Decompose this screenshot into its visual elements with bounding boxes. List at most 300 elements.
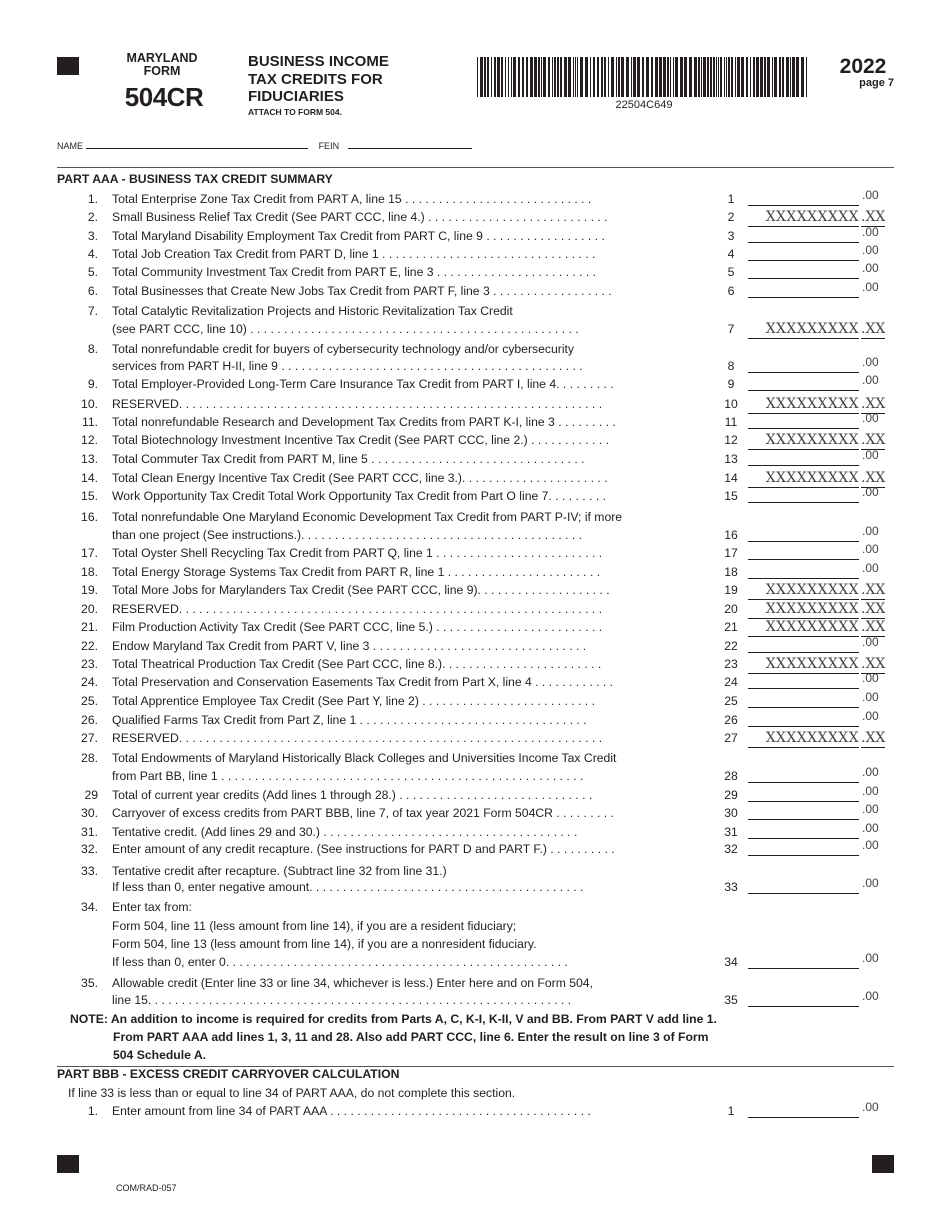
line-ref-number: 9: [727, 377, 735, 391]
barcode-bar: [673, 57, 674, 97]
line-number: 2.: [87, 210, 98, 224]
line-description: (see PART CCC, line 10) . . . . . . . . . . . . . . . . . . . . . . . . . . . . . . . . . . . . . . . . . . . . . . . . .: [112, 322, 579, 336]
barcode-bar: [753, 57, 755, 97]
cents-placeholder: .00: [862, 411, 879, 425]
line-number: 29: [84, 788, 98, 802]
line-number: 18.: [81, 565, 98, 579]
amount-field[interactable]: [748, 993, 859, 1007]
barcode-bar: [616, 57, 617, 97]
barcode-bar: [513, 57, 516, 97]
line-number: 24.: [81, 675, 98, 689]
barcode-bar: [713, 57, 715, 97]
line-description: RESERVED. . . . . . . . . . . . . . . . . . . . . . . . . . . . . . . . . . . . . . . . . . . . . . . . . . . . . . . . . . . . . . .: [112, 397, 603, 411]
barcode-bar: [698, 57, 700, 97]
line-description: Film Production Activity Tax Credit (See PART CCC, line 5.) . . . . . . . . . . . . . . . . . . . . . . . . .: [112, 620, 603, 634]
barcode-bar: [501, 57, 503, 97]
line-number: 28.: [81, 751, 98, 765]
line-ref-number: 1: [727, 1104, 735, 1118]
line-number: 19.: [81, 583, 98, 597]
barcode-bar: [552, 57, 553, 97]
line-ref-number: 27: [724, 731, 738, 745]
line-ref-number: 6: [727, 284, 735, 298]
line-number: 3.: [87, 229, 98, 243]
barcode-bar: [806, 57, 807, 97]
line-ref-number: 4: [727, 247, 735, 261]
title-line-3: FIDUCIARIES: [248, 88, 344, 105]
barcode-bar: [601, 57, 603, 97]
line-description: Endow Maryland Tax Credit from PART V, line 3 . . . . . . . . . . . . . . . . . . . . . . . . . . . . . . . .: [112, 639, 587, 653]
form-line: [0, 711, 950, 729]
not-applicable-field: XXXXXXXXX: [748, 208, 859, 227]
barcode-bar: [670, 57, 671, 97]
amount-field[interactable]: [748, 265, 859, 279]
line-ref-number: 23: [724, 657, 738, 671]
barcode-bar: [720, 57, 722, 97]
line-description: Enter amount from line 34 of PART AAA . . . . . . . . . . . . . . . . . . . . . . . . . . . . . . . . . . . . . . .: [112, 1104, 591, 1118]
barcode-bar: [522, 57, 524, 97]
registration-mark-top-left: [57, 57, 79, 75]
form-line: [0, 563, 950, 581]
not-applicable-field: XXXXXXXXX: [748, 729, 859, 748]
line-number: 10.: [81, 397, 98, 411]
line-description: Total Preservation and Conservation Easements Tax Credit from Part X, line 4 . . . . . . . . . . . .: [112, 675, 614, 689]
line-description: Total Commuter Tax Credit from PART M, line 5 . . . . . . . . . . . . . . . . . . . . . . . . . . . . . . . .: [112, 452, 585, 466]
barcode-bar: [663, 57, 666, 97]
barcode-bar: [564, 57, 567, 97]
cents-placeholder: .00: [862, 876, 879, 890]
barcode-bar: [786, 57, 789, 97]
cents-placeholder: .00: [862, 542, 879, 556]
barcode-bar: [724, 57, 725, 97]
line-description: Total Employer-Provided Long-Term Care Insurance Tax Credit from PART I, line 4. . . . . . . . .: [112, 377, 614, 391]
cents-placeholder: .00: [862, 448, 879, 462]
line-description: If less than 0, enter negative amount. . . . . . . . . . . . . . . . . . . . . . . . . . . . . . . . . . . . . . . . .: [112, 880, 584, 894]
barcode-bar: [534, 57, 537, 97]
barcode-bar: [597, 57, 599, 97]
line-number: 27.: [81, 731, 98, 745]
barcode-bar: [637, 57, 640, 97]
line-number: 26.: [81, 713, 98, 727]
line-ref-number: 7: [727, 322, 735, 336]
amount-field[interactable]: [748, 806, 859, 820]
barcode-bar: [694, 57, 697, 97]
not-applicable-cents: .XX: [861, 619, 886, 635]
cents-placeholder: .00: [862, 765, 879, 779]
amount-field[interactable]: [748, 769, 859, 783]
barcode-bar: [792, 57, 795, 97]
line-number: 16.: [81, 510, 98, 524]
form-line: [0, 544, 950, 562]
form-word: FORM: [143, 64, 181, 78]
line-number: 35.: [81, 976, 98, 990]
line-number: 32.: [81, 842, 98, 856]
barcode-bar: [577, 57, 578, 97]
line-description: Total nonrefundable credit for buyers of cybersecurity technology and/or cybersecurity: [112, 342, 575, 356]
barcode-bar: [554, 57, 556, 97]
line-ref-number: 18: [724, 565, 738, 579]
line-description: If less than 0, enter 0. . . . . . . . . . . . . . . . . . . . . . . . . . . . . . . . . . . . . . . . . . . . . . . . . . .: [112, 955, 568, 969]
form-line: [0, 974, 950, 992]
line-description: Total nonrefundable Research and Development Tax Credits from PART K-I, line 3 . . . . . . . . .: [112, 415, 616, 429]
line-description: Total Clean Energy Incentive Tax Credit (See PART CCC, line 3.). . . . . . . . . . . . . . . . . . . . . .: [112, 471, 608, 485]
barcode-bar: [716, 57, 717, 97]
line-description: line 15. . . . . . . . . . . . . . . . . . . . . . . . . . . . . . . . . . . . . . . . . . . . . . . . . . . . . . . . . . . . . . .: [112, 993, 572, 1007]
barcode-bar: [611, 57, 614, 97]
form-line: [0, 935, 950, 953]
not-applicable-field: XXXXXXXXX: [748, 618, 859, 637]
barcode-bar: [511, 57, 512, 97]
barcode-bar: [646, 57, 649, 97]
form-line: [0, 673, 950, 691]
barcode-bar: [642, 57, 644, 97]
barcode-bar: [633, 57, 636, 97]
cents-placeholder: .00: [862, 243, 879, 257]
line-description: Total Catalytic Revitalization Projects and Historic Revitalization Tax Credit: [112, 304, 513, 318]
barcode-bar: [790, 57, 791, 97]
line-ref-number: 10: [724, 397, 738, 411]
line-description: Total Businesses that Create New Jobs Tax Credit from PART F, line 3 . . . . . . . . . . . . . . . . . .: [112, 284, 612, 298]
form-line: [0, 581, 950, 599]
amount-field[interactable]: [748, 694, 859, 708]
form-line: [0, 282, 950, 300]
form-line: [0, 729, 950, 747]
amount-field[interactable]: [748, 639, 859, 653]
line-number: 31.: [81, 825, 98, 839]
amount-field[interactable]: [748, 788, 859, 802]
name-fein-row: [57, 139, 472, 151]
line-description: Total Community Investment Tax Credit from PART E, line 3 . . . . . . . . . . . . . . . . . . . . . . . .: [112, 265, 597, 279]
barcode-bar: [737, 57, 740, 97]
line-description: services from PART H-II, line 9 . . . . . . . . . . . . . . . . . . . . . . . . . . . . . . . . . . . . . . . . . . . . .: [112, 359, 583, 373]
barcode-bar: [626, 57, 629, 97]
form-line: [0, 208, 950, 226]
page-number: page 7: [859, 77, 894, 89]
line-description: Total Apprentice Employee Tax Credit (See Part Y, line 2) . . . . . . . . . . . . . . . . . . . . . . . . . .: [112, 694, 595, 708]
fein-field[interactable]: [348, 139, 472, 149]
cents-placeholder: .00: [862, 821, 879, 835]
form-line: [0, 227, 950, 245]
cents-placeholder: .00: [862, 802, 879, 816]
line-ref-number: 21: [724, 620, 738, 634]
form-line: [0, 600, 950, 618]
line-description: Total Enterprise Zone Tax Credit from PART A, line 15 . . . . . . . . . . . . . . . . . . . . . . . . . . . .: [112, 192, 592, 206]
barcode-bar: [580, 57, 583, 97]
part-aaa-title: PART AAA - BUSINESS TAX CREDIT SUMMARY: [57, 172, 333, 186]
barcode-bar: [731, 57, 733, 97]
form-line: [0, 357, 950, 375]
line-ref-number: 12: [724, 433, 738, 447]
line-number: 30.: [81, 806, 98, 820]
fein-label: FEIN: [318, 141, 340, 151]
line-description: Total Oyster Shell Recycling Tax Credit from PART Q, line 1 . . . . . . . . . . . . . . . . . . . . . . . . .: [112, 546, 603, 560]
amount-field[interactable]: [748, 415, 859, 429]
barcode-bar: [618, 57, 620, 97]
title-line-1: BUSINESS INCOME: [248, 53, 389, 70]
barcode-bar: [689, 57, 692, 97]
note-line-3: 504 Schedule A.: [113, 1048, 207, 1062]
form-line: [0, 302, 950, 320]
form-line: [0, 692, 950, 710]
form-line: [0, 991, 950, 1009]
cents-placeholder: .00: [862, 355, 879, 369]
form-line: [0, 1102, 950, 1120]
form-line: [0, 767, 950, 785]
line-description: Qualified Farms Tax Credit from Part Z, line 1 . . . . . . . . . . . . . . . . . . . . . . . . . . . . . . . . . .: [112, 713, 587, 727]
cents-placeholder: .00: [862, 690, 879, 704]
barcode-bar: [508, 57, 509, 97]
form-line: [0, 878, 950, 896]
not-applicable-cents: .XX: [861, 470, 886, 486]
barcode-bar: [631, 57, 632, 97]
line-number: 6.: [87, 284, 98, 298]
barcode-bar: [728, 57, 730, 97]
form-line: [0, 190, 950, 208]
form-number: 504CR: [124, 82, 204, 112]
line-number: 1.: [87, 1104, 98, 1118]
registration-mark-bottom-right: [872, 1155, 894, 1173]
line-ref-number: 34: [724, 955, 738, 969]
name-label: NAME: [57, 141, 84, 151]
not-applicable-field: XXXXXXXXX: [748, 431, 859, 450]
line-number: 4.: [87, 247, 98, 261]
form-code: COM/RAD-057: [116, 1183, 177, 1193]
form-line: [0, 413, 950, 431]
barcode-bar: [573, 57, 574, 97]
not-applicable-cents: .XX: [861, 656, 886, 672]
form-line: [0, 749, 950, 767]
not-applicable-cents: .XX: [861, 582, 886, 598]
line-number: 13.: [81, 452, 98, 466]
form-line: [0, 655, 950, 673]
line-number: 34.: [81, 900, 98, 914]
barcode-bar: [772, 57, 773, 97]
line-ref-number: 8: [727, 359, 735, 373]
amount-field[interactable]: [748, 377, 859, 391]
barcode-bar: [568, 57, 571, 97]
line-number: 11.: [81, 415, 98, 429]
state-name: MARYLAND: [126, 51, 198, 65]
barcode-bar: [593, 57, 595, 97]
barcode-bar: [710, 57, 712, 97]
barcode-bar: [703, 57, 706, 97]
form-line: [0, 487, 950, 505]
form-state-label: [112, 52, 212, 78]
barcode-bar: [541, 57, 542, 97]
barcode-bar: [585, 57, 588, 97]
form-line: [0, 898, 950, 916]
line-ref-number: 13: [724, 452, 738, 466]
barcode-bar: [655, 57, 658, 97]
form-line: [0, 823, 950, 841]
cents-placeholder: .00: [862, 261, 879, 275]
attach-instruction: ATTACH TO FORM 504.: [248, 107, 342, 117]
barcode-bar: [764, 57, 766, 97]
form-line: [0, 786, 950, 804]
barcode-bar: [491, 57, 492, 97]
cents-placeholder: .00: [862, 784, 879, 798]
form-line: [0, 508, 950, 526]
line-description: RESERVED. . . . . . . . . . . . . . . . . . . . . . . . . . . . . . . . . . . . . . . . . . . . . . . . . . . . . . . . . . . . . . .: [112, 731, 603, 745]
not-applicable-cents: .XX: [861, 209, 886, 225]
form-line: [0, 526, 950, 544]
line-ref-number: 33: [724, 880, 738, 894]
divider-top: [57, 167, 894, 168]
line-number: 5.: [87, 265, 98, 279]
barcode-bar: [651, 57, 653, 97]
amount-field[interactable]: [748, 675, 859, 689]
barcode-bar: [726, 57, 727, 97]
form-line: [0, 450, 950, 468]
barcode-bar: [608, 57, 609, 97]
amount-field[interactable]: [748, 528, 859, 542]
barcode-bar: [735, 57, 736, 97]
note-block: [70, 1010, 900, 1064]
line-ref-number: 11: [724, 415, 738, 429]
line-ref-number: 5: [727, 265, 735, 279]
amount-field[interactable]: [748, 247, 859, 261]
line-number: 20.: [81, 602, 98, 616]
barcode-bar: [659, 57, 662, 97]
barcode-bar: [750, 57, 751, 97]
form-line: [0, 804, 950, 822]
form-line: [0, 618, 950, 636]
cents-placeholder: .00: [862, 635, 879, 649]
barcode-bar: [560, 57, 562, 97]
barcode-bar: [526, 57, 528, 97]
amount-field[interactable]: [748, 1104, 859, 1118]
form-line: [0, 431, 950, 449]
line-ref-number: 26: [724, 713, 738, 727]
amount-field[interactable]: [748, 489, 859, 503]
barcode-bar: [718, 57, 719, 97]
amount-field[interactable]: [748, 842, 859, 856]
amount-field[interactable]: [748, 229, 859, 243]
not-applicable-cents: .XX: [861, 396, 886, 412]
line-ref-number: 28: [724, 769, 738, 783]
cents-placeholder: .00: [862, 838, 879, 852]
cents-placeholder: .00: [862, 485, 879, 499]
line-description: Work Opportunity Tax Credit Total Work Opportunity Tax Credit from Part O line 7. . . . . . . . .: [112, 489, 606, 503]
line-number: 33.: [81, 864, 98, 878]
barcode-bar: [701, 57, 702, 97]
barcode-bar: [518, 57, 520, 97]
part-bbb-instruction: If line 33 is less than or equal to line 34 of PART AAA, do not complete this section.: [68, 1086, 516, 1100]
barcode-bar: [707, 57, 709, 97]
line-ref-number: 20: [724, 602, 738, 616]
cents-placeholder: .00: [862, 561, 879, 575]
cents-placeholder: .00: [862, 524, 879, 538]
barcode-bar: [480, 57, 483, 97]
not-applicable-cents: .XX: [861, 730, 886, 746]
line-number: 15.: [81, 489, 98, 503]
cents-placeholder: .00: [862, 373, 879, 387]
barcode-bar: [779, 57, 781, 97]
amount-field[interactable]: [748, 713, 859, 727]
form-line: [0, 953, 950, 971]
line-description: Carryover of excess credits from PART BBB, line 7, of tax year 2021 Form 504CR . . . . . . . . .: [112, 806, 614, 820]
line-description: Form 504, line 11 (less amount from line 14), if you are a resident fiduciary;: [112, 919, 517, 933]
barcode-bar: [575, 57, 576, 97]
note-line-2: From PART AAA add lines 1, 3, 11 and 28. Also add PART CCC, line 6. Enter the result on line 3 of Form: [113, 1030, 709, 1044]
line-ref-number: 24: [724, 675, 738, 689]
barcode-bar: [782, 57, 784, 97]
line-description: Tentative credit after recapture. (Subtract line 32 from line 31.): [112, 864, 447, 878]
line-description: Total Energy Storage Systems Tax Credit from PART R, line 1 . . . . . . . . . . . . . . . . . . . . . . .: [112, 565, 601, 579]
barcode-bar: [477, 57, 478, 97]
not-applicable-field: XXXXXXXXX: [748, 395, 859, 414]
line-ref-number: 3: [727, 229, 735, 243]
line-description: Total Biotechnology Investment Incentive Tax Credit (See PART CCC, line 2.) . . . . . . . . . . . .: [112, 433, 609, 447]
barcode-bar: [557, 57, 559, 97]
line-ref-number: 25: [724, 694, 738, 708]
line-ref-number: 31: [724, 825, 738, 839]
line-description: Total Job Creation Tax Credit from PART D, line 1 . . . . . . . . . . . . . . . . . . . . . . . . . . . . . . . .: [112, 247, 596, 261]
not-applicable-field: XXXXXXXXX: [748, 320, 859, 339]
barcode-bar: [746, 57, 748, 97]
line-description: from Part BB, line 1 . . . . . . . . . . . . . . . . . . . . . . . . . . . . . . . . . . . . . . . . . . . . . . . . . . . . . .: [112, 769, 584, 783]
not-applicable-cents: .XX: [861, 432, 886, 448]
line-number: 23.: [81, 657, 98, 671]
amount-field[interactable]: [748, 880, 859, 894]
line-description: Enter tax from:: [112, 900, 192, 914]
barcode-bar: [487, 57, 489, 97]
barcode-bar: [675, 57, 678, 97]
line-number: 21.: [81, 620, 98, 634]
tax-year: 2022: [839, 55, 887, 78]
amount-field[interactable]: [748, 546, 859, 560]
line-ref-number: 30: [724, 806, 738, 820]
form-line: [0, 320, 950, 338]
amount-field[interactable]: [748, 359, 859, 373]
not-applicable-field: XXXXXXXXX: [748, 655, 859, 674]
amount-field[interactable]: [748, 284, 859, 298]
line-description: Total Maryland Disability Employment Tax Credit from PART C, line 9 . . . . . . . . . . . . . . . . . .: [112, 229, 605, 243]
barcode-bar: [604, 57, 606, 97]
amount-field[interactable]: [748, 192, 859, 206]
cents-placeholder: .00: [862, 1100, 879, 1114]
amount-field[interactable]: [748, 825, 859, 839]
line-description: Total Theatrical Production Tax Credit (See Part CCC, line 8.). . . . . . . . . . . . . . . . . . . . . . . .: [112, 657, 602, 671]
line-number: 8.: [87, 342, 98, 356]
barcode-bar: [774, 57, 777, 97]
amount-field[interactable]: [748, 955, 859, 969]
amount-field[interactable]: [748, 565, 859, 579]
line-number: 7.: [87, 304, 98, 318]
name-field[interactable]: [86, 139, 308, 149]
line-description: than one project (See instructions.). . . . . . . . . . . . . . . . . . . . . . . . . . . . . . . . . . . . . . . . . .: [112, 528, 583, 542]
not-applicable-field: XXXXXXXXX: [748, 469, 859, 488]
amount-field[interactable]: [748, 452, 859, 466]
cents-placeholder: .00: [862, 225, 879, 239]
barcode-number: 22504C649: [615, 99, 673, 111]
line-number: 22.: [81, 639, 98, 653]
line-description: Allowable credit (Enter line 33 or line 34, whichever is less.) Enter here and on Form 504,: [112, 976, 593, 990]
barcode-bar: [548, 57, 550, 97]
barcode-bar: [621, 57, 624, 97]
line-ref-number: 15: [724, 489, 738, 503]
line-number: 1.: [87, 192, 98, 206]
barcode-bar: [538, 57, 540, 97]
barcode-bar: [796, 57, 799, 97]
barcode: [477, 57, 811, 97]
barcode-bar: [680, 57, 683, 97]
line-description: Total nonrefundable One Maryland Economic Development Tax Credit from PART P-IV; if more: [112, 510, 623, 524]
barcode-bar: [543, 57, 546, 97]
line-description: Total More Jobs for Marylanders Tax Credit (See PART CCC, line 9). . . . . . . . . . . . . . . . . . . .: [112, 583, 610, 597]
form-line: [0, 263, 950, 281]
cents-placeholder: .00: [862, 989, 879, 1003]
barcode-bar: [494, 57, 496, 97]
